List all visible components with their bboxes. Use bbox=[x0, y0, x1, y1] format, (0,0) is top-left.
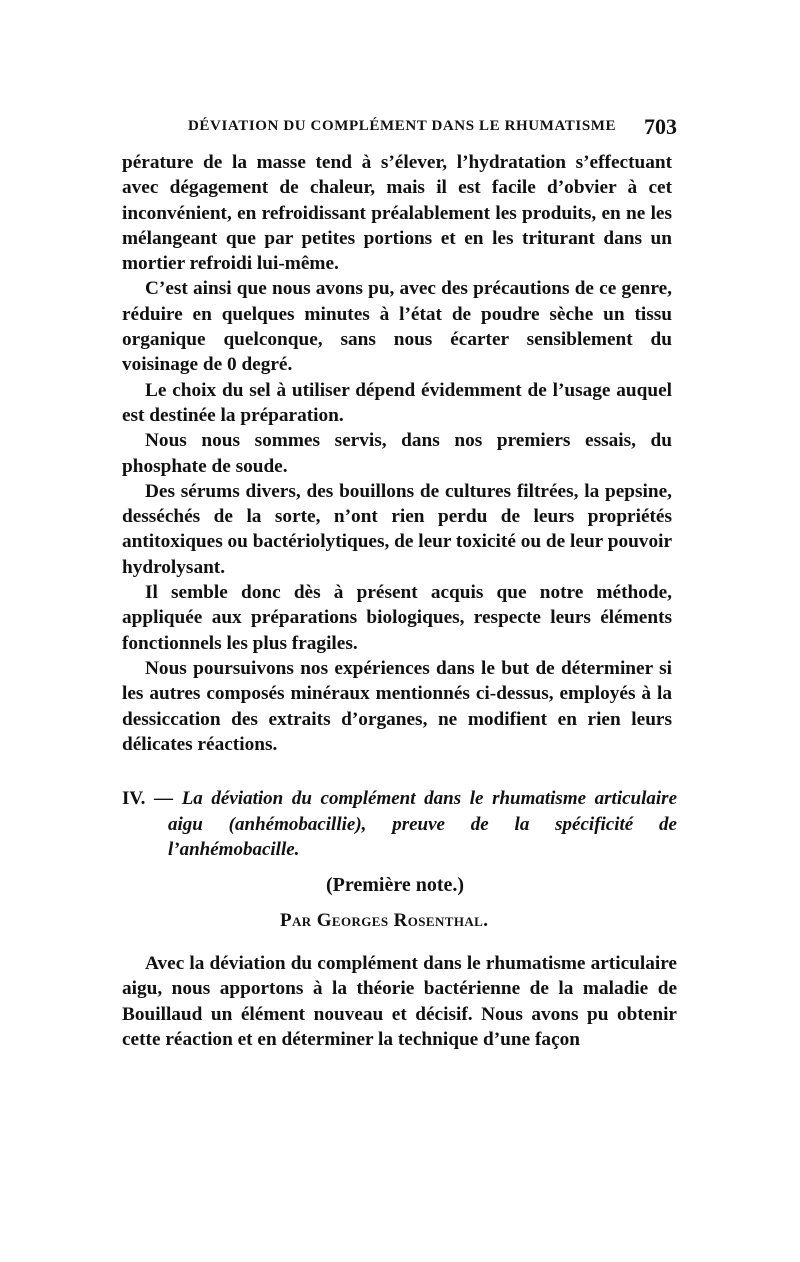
paragraph-7: Nous poursuivons nos expériences dans le but de déterminer si les autres composés minéraux mentionnés ci-dessus, employés à la dessiccation des extraits d’organes, ne modifient en rien leurs délicates réactions. bbox=[122, 657, 672, 755]
section-title: La déviation du complément dans le rhumatisme articulaire aigu (anhémobacillie), preuve de la spécificité de l’anhémobacille. bbox=[168, 788, 678, 860]
running-title: DÉVIATION DU COMPLÉMENT DANS LE RHUMATISME bbox=[188, 118, 617, 134]
paragraph-4: Nous nous sommes servis, dans nos premiers essais, du phosphate de soude. bbox=[122, 430, 672, 477]
paragraph-3: Le choix du sel à utiliser dépend évidemment de l’usage auquel est destinée la préparation. bbox=[122, 379, 672, 426]
note-label: (Première note.) bbox=[326, 873, 465, 896]
running-head bbox=[122, 114, 677, 142]
page-number: 703 bbox=[644, 114, 677, 139]
section-iv bbox=[122, 786, 677, 1053]
author-byline: Par Georges Rosenthal. bbox=[280, 909, 489, 931]
paragraph-5: Des sérums divers, des bouillons de cultures filtrées, la pepsine, desséchés de la sorte, n’ont rien perdu de leurs propriétés antitoxiques ou bactériolytiques, de leur toxicité ou de leur pouvoir hydrolysant. bbox=[122, 480, 672, 578]
section-heading bbox=[122, 786, 677, 863]
section-paragraph: Avec la déviation du complément dans le rhumatisme articulaire aigu, nous apportons à la théorie bactérienne de la maladie de Bouillaud un élément nouveau et décisif. Nous avons pu obtenir cette réaction et en déterminer la technique d’une façon bbox=[122, 952, 677, 1051]
paragraph-6: Il semble donc dès à présent acquis que notre méthode, appliquée aux préparations biologiques, respecte leurs éléments fonctionnels les plus fragiles. bbox=[122, 582, 672, 654]
paragraph-2: C’est ainsi que nous avons pu, avec des précautions de ce genre, réduire en quelques minutes à l’état de poudre sèche un tissu organique quelconque, sans nous écarter sensiblement du voisinage de 0 degré. bbox=[122, 278, 672, 376]
body-text bbox=[122, 150, 672, 757]
paragraph-1: pérature de la masse tend à s’élever, l’hydratation s’effectuant avec dégagement de chaleur, mais il est facile d’obvier à cet inconvénient, en refroidissant préalablement les produits, en ne les mélangeant que par petites portions et en les triturant dans un mortier refroidi lui-même. bbox=[122, 152, 672, 275]
section-numeral: IV. — bbox=[122, 788, 182, 809]
